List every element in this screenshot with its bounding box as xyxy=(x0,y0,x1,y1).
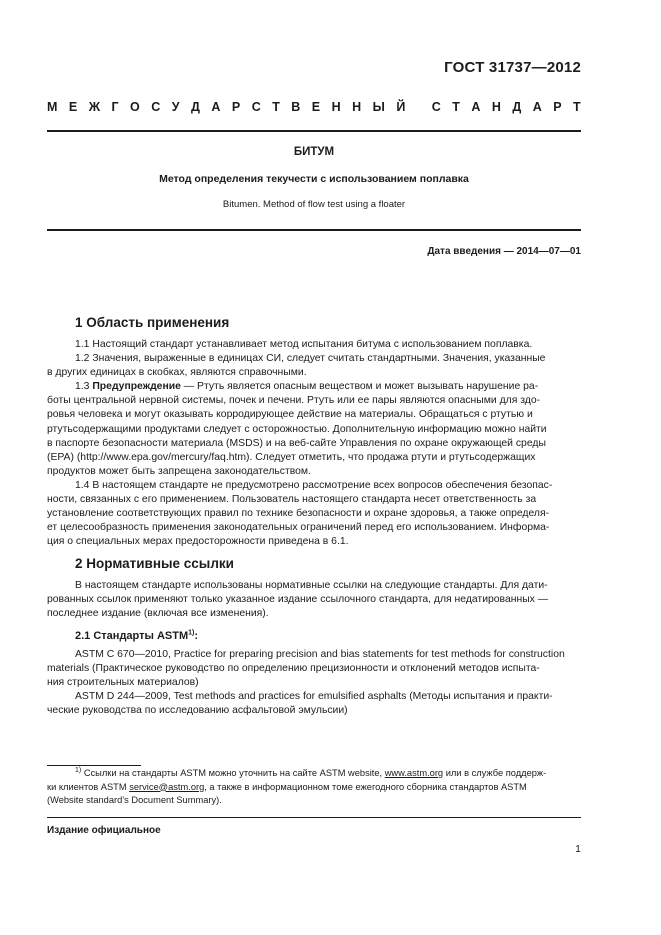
footnote-line xyxy=(47,781,581,795)
footnote-text: , а также в информационном томе ежегодного сборника стандартов ASTM xyxy=(204,781,527,792)
para-1-4-line: ет целесообразность применения законодательных ограничений перед его использованием. Информа- xyxy=(47,522,550,534)
section-2-text-line: рованных ссылок применяют только указанное издание ссылочного стандарта, для недатированных — xyxy=(47,594,549,606)
footnote xyxy=(47,767,581,808)
banner-letter: Г xyxy=(111,100,119,114)
reference-line: ния строительных материалов) xyxy=(47,677,199,689)
para-1-3-number: 1.3 xyxy=(75,381,93,393)
section-1-body xyxy=(47,338,581,549)
interstate-standard-banner xyxy=(47,100,581,114)
banner-letter: Н xyxy=(491,100,501,114)
subsection-heading-text: 2.1 Стандарты ASTM xyxy=(75,630,189,642)
section-2-text-line: последнее издание (включая все изменения). xyxy=(47,608,269,620)
astm-website-link[interactable]: www.astm.org xyxy=(384,768,444,778)
footnote-marker: 1) xyxy=(75,766,82,774)
footnote-text: ки клиентов ASTM xyxy=(47,781,130,792)
para-1-3-text: — Ртуть является опасным веществом и может вызывать нарушение ра- xyxy=(180,381,539,393)
section-2-heading: 2 Нормативные ссылки xyxy=(75,556,234,571)
para-1-4-line: ности, связанных с его применением. Пользователь настоящего стандарта несет ответственность за xyxy=(47,494,537,506)
para-1-3-line: боты центральной нервной системы, почек и печени. Ртуть или ее пары являются опасными для здо- xyxy=(47,395,541,407)
banner-letter: Т xyxy=(272,100,280,114)
para-1-3-line: продуктов может быть запрещена законодательством. xyxy=(47,465,311,477)
reference-line: materials (Практическое руководство по определению прецизионности и отклонений методов испыта- xyxy=(47,663,540,675)
banner-letter: В xyxy=(291,100,301,114)
banner-letter: С xyxy=(151,100,161,114)
header-rule xyxy=(47,130,581,132)
banner-letter: А xyxy=(211,100,221,114)
para-1-4-line: установление соответствующих правил по технике безопасности и охране здоровья, а также определя- xyxy=(47,508,550,520)
section-2-text-line: В настоящем стандарте использованы нормативные ссылки на следующие стандарты. Для дати- xyxy=(75,580,548,591)
warning-label: Предупреждение xyxy=(92,381,181,393)
banner-letter: Е xyxy=(311,100,321,114)
section-2-intro xyxy=(47,579,581,621)
para-1-2-line: в других единицах в скобках, являются справочными. xyxy=(47,367,307,379)
section-1-heading: 1 Область применения xyxy=(75,315,230,330)
para-1-3-line: ровья человека и могут оказывать корродирующее действие на материалы. Обращаться с ртутью и xyxy=(47,409,533,421)
para-1-3-line xyxy=(47,380,581,394)
banner-letter: Ы xyxy=(372,100,385,114)
standard-number: ГОСТ 31737—2012 xyxy=(444,59,581,76)
footnote-line xyxy=(47,767,581,781)
reference-line: ASTM C 670—2010, Practice for preparing precision and bias statements for test methods for construction xyxy=(75,649,565,660)
para-1-4-line: 1.4 В настоящем стандарте не предусмотрено рассмотрение всех вопросов обеспечения безопас- xyxy=(75,479,553,491)
banner-letter: М xyxy=(47,100,58,114)
banner-letter: Д xyxy=(512,100,522,114)
para-1-2-line: 1.2 Значения, выраженные в единицах СИ, следует считать стандартными. Значения, указанные xyxy=(75,353,546,365)
banner-letter: С xyxy=(251,100,261,114)
para-1-1: 1.1 Настоящий стандарт устанавливает метод испытания битума с использованием поплавка. xyxy=(75,339,533,350)
page-number: 1 xyxy=(575,843,581,855)
astm-references xyxy=(47,648,581,718)
banner-letter: Д xyxy=(191,100,200,114)
english-title: Bitumen. Method of flow test using a floater xyxy=(222,199,406,210)
banner-letter: Ж xyxy=(88,100,101,114)
edition-label: Издание официальное xyxy=(47,825,161,836)
reference-line: ASTM D 244—2009, Test methods and practices for emulsified asphalts (Методы испытания и практи- xyxy=(75,691,553,703)
heading-colon: : xyxy=(194,630,199,642)
banner-letter: Н xyxy=(352,100,362,114)
footnote-text: Ссылки на стандарты ASTM можно уточнить на сайте ASTM website, xyxy=(81,768,385,778)
banner-letter: С xyxy=(431,100,441,114)
banner-letter: Р xyxy=(553,100,562,114)
banner-letter: Н xyxy=(331,100,341,114)
para-1-3-line: в паспорте безопасности материала (MSDS) и на веб-сайте Управления по охране окружающей среды xyxy=(47,437,546,449)
banner-word-gap xyxy=(417,100,420,114)
banner-letter: Й xyxy=(396,100,406,114)
banner-letter: Е xyxy=(68,100,78,114)
introduction-date: Дата введения — 2014—07—01 xyxy=(427,246,581,257)
banner-letter: А xyxy=(532,100,542,114)
banner-letter: У xyxy=(171,100,180,114)
document-subtitle: Метод определения текучести с использованием поплавка xyxy=(159,173,469,185)
para-1-4-line: ция о специальных мерах предосторожности приведена в 6.1. xyxy=(47,536,349,548)
footnote-rule xyxy=(47,765,141,766)
footer-rule xyxy=(47,817,581,818)
document-title: БИТУМ xyxy=(293,146,335,158)
footnote-line: (Website standard’s Document Summary). xyxy=(47,795,222,806)
banner-letter: Т xyxy=(452,100,460,114)
reference-line: ческие руководства по исследованию асфальтовой эмульсии) xyxy=(47,705,348,717)
astm-email-link[interactable]: service@astm.org xyxy=(129,781,205,792)
title-rule xyxy=(47,229,581,231)
banner-letter: Р xyxy=(231,100,241,114)
para-1-3-line: (EPA) (http://www.epa.gov/mercury/faq.htm). Следует отметить, что продажа ртути и ртутьсодержащих xyxy=(47,451,536,463)
banner-letter: О xyxy=(130,100,140,114)
para-1-3-line: ртутьсодержащими продуктами следует с осторожностью. Дополнительную информацию можно найти xyxy=(47,423,547,435)
subsection-2-1-heading xyxy=(75,630,198,642)
footnote-text: или в службе поддерж- xyxy=(443,768,547,778)
banner-letter: Т xyxy=(573,100,581,114)
banner-letter: А xyxy=(471,100,481,114)
footnote-ref[interactable]: 1) xyxy=(188,629,195,637)
